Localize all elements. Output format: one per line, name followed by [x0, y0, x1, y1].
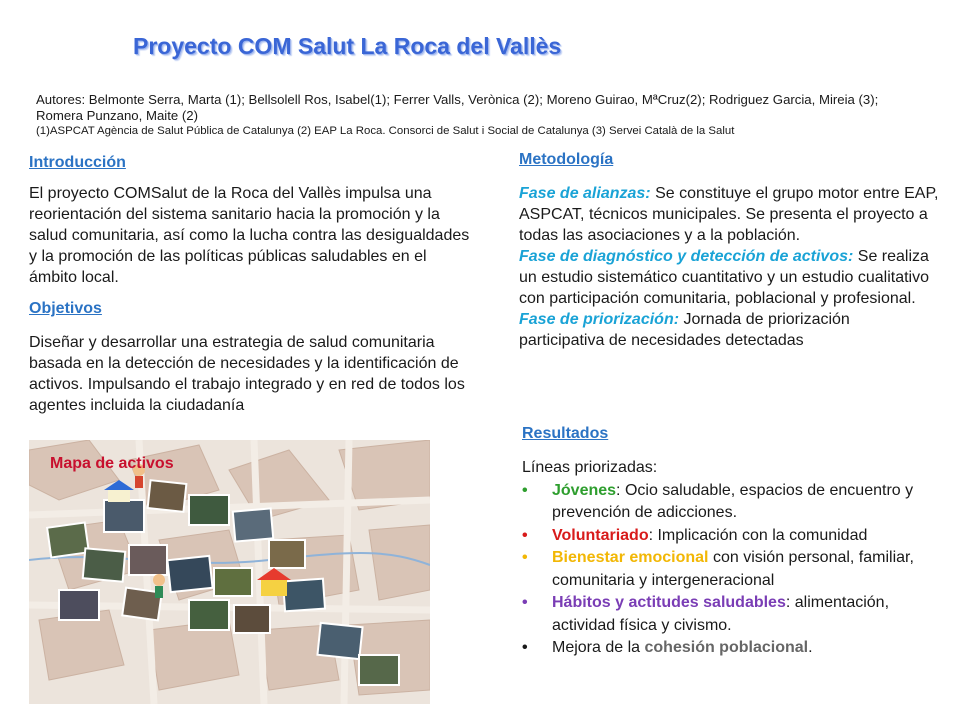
asset-map-label: Mapa de activos: [50, 455, 174, 472]
results-list: [522, 480, 942, 660]
results-intro: Líneas priorizadas:: [522, 459, 658, 476]
result-item: [522, 525, 942, 548]
introduction-text: El proyecto COMSalut de la Roca del Vallès impulsa una reorientación del sistema sanitario hacia la promoción y la salud comunitaria, así como la lucha contra las desigualdades y la promoción de las políticas públicas saludables en el ámbito local.: [29, 185, 470, 286]
affiliations-line: (1)ASPCAT Agència de Salut Pública de Catalunya (2) EAP La Roca. Consorci de Salut i Social de Catalunya (3) Servei Català de la Salut: [36, 125, 735, 137]
methodology-heading: Metodología: [519, 151, 614, 168]
bullet-icon: •: [522, 481, 528, 499]
methodology-phase: [519, 246, 939, 309]
result-text: .: [808, 639, 813, 656]
bullet-icon: •: [522, 526, 528, 544]
methodology-phase: [519, 309, 939, 351]
result-text: : Ocio saludable, espacios de encuentro y prevención de adicciones.: [552, 481, 914, 521]
phase-name: Fase de diagnóstico y detección de activos:: [519, 248, 854, 265]
authors-line: Autores: Belmonte Serra, Marta (1); Bellsolell Ros, Isabel(1); Ferrer Valls, Verònica (2); Moreno Guirao, MªCruz(2); Rodriguez Garcia, Mireia (3); Romera Punzano, Maite (2): [36, 92, 879, 123]
bullet-icon: •: [522, 549, 528, 566]
phase-name: Fase de alianzas:: [519, 185, 651, 202]
city-map-graphic: [29, 440, 430, 704]
result-label: Voluntariado: [552, 526, 649, 544]
result-text: : Implicación con la comunidad: [648, 526, 868, 544]
asset-map-image: [29, 440, 430, 704]
bullet-icon: •: [522, 594, 528, 611]
result-item: [522, 480, 942, 525]
phase-text: Se realiza un estudio sistemático cuantitativo y un estudio cualitativo con participación comunitaria, poblacional y profesional.: [519, 248, 930, 307]
phase-text: Se constituye el grupo motor entre EAP, ASPCAT, técnicos municipales. Se presenta el proyecto a todas las asociaciones y a la población.: [519, 185, 939, 244]
result-label: Jóvenes: [552, 481, 617, 499]
result-item: [522, 547, 942, 592]
results-text: [522, 457, 942, 660]
methodology-phase: [519, 183, 939, 246]
methodology-text: [519, 183, 939, 351]
poster-title: Proyecto COM Salut La Roca del Vallès: [133, 33, 562, 59]
result-item: [522, 592, 942, 637]
bullet-icon: •: [522, 639, 528, 656]
objectives-heading: Objetivos: [29, 300, 102, 317]
phase-name: Fase de priorización:: [519, 311, 680, 328]
result-label: Mejora de la: [552, 639, 645, 656]
result-text: : alimentación, actividad física y civismo.: [552, 594, 890, 634]
result-label: Hábitos y actitudes saludables: [552, 594, 786, 611]
results-heading: Resultados: [522, 425, 609, 442]
result-label-emphasis: cohesión poblacional: [644, 639, 809, 656]
result-item: [522, 637, 942, 660]
objectives-text: Diseñar y desarrollar una estrategia de salud comunitaria basada en la detección de necesidades y la identificación de activos. Impulsando el trabajo integrado y en red de todos los agentes incluida la ciudadanía: [29, 334, 465, 414]
phase-text: Jornada de priorización participativa de necesidades detectadas: [519, 311, 850, 349]
result-text: con visión personal, familiar, comunitaria y intergeneracional: [552, 549, 914, 589]
result-label: Bienestar emocional: [552, 549, 709, 566]
introduction-heading: Introducción: [29, 154, 126, 171]
